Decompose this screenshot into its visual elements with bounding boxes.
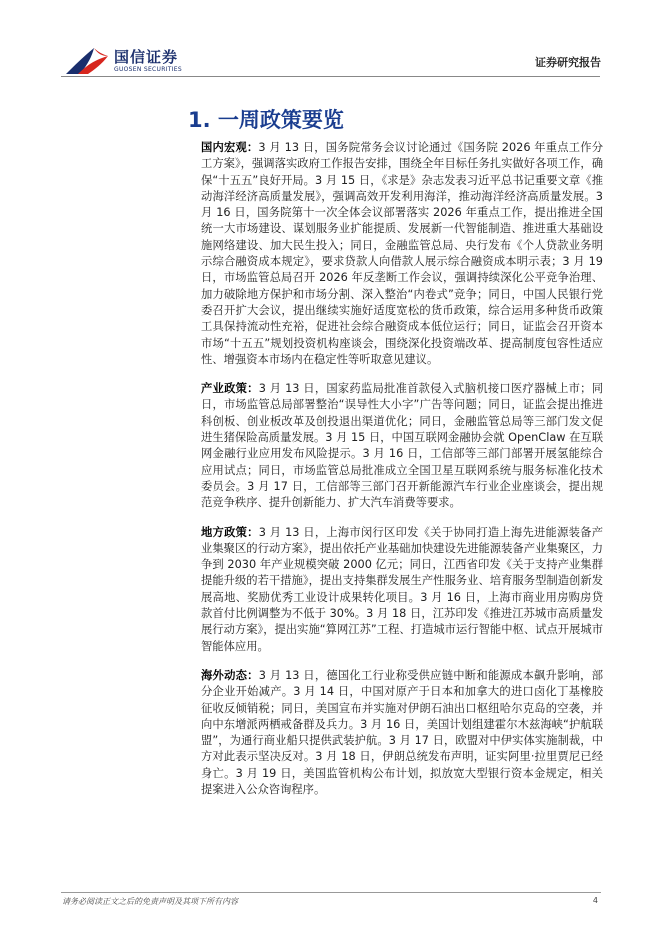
logo-english-name: GUOSEN SECURITIES	[114, 66, 183, 73]
paragraph-text: 3 月 13 日，德国化工行业称受供应链中断和能源成本飙升影响，部分企业开始减产。3 月 14 日，中国对原产于日本和加拿大的进口卤化丁基橡胶征收反倾销税；同日，美国宣布并实施对伊朗石油出口枢纽哈尔克岛的空袭，并向中东增派两栖戒备群及兵力。3 月 16 日，美国计划组建霍尔木兹海峡“护航联盟”，为通行商业船只提供武装护航。3 月 17 日，欧盟对中伊实体实施制裁，中方对此表示坚决反对。3 月 18 日，伊朗总统发布声明，证实阿里·拉里贾尼已经身亡。3 月 19 日，美国监管机构公布计划，拟放宽大型银行资本金规定，相关提案进入公众咨询程序。	[201, 668, 603, 796]
paragraph-text: 3 月 13 日，国务院常务会议讨论通过《国务院 2026 年重点工作分工方案》，强调落实政府工作报告安排，围绕全年目标任务扎实做好各项工作，确保“十五五”良好开局。3 月 15 日，《求是》杂志发表习近平总书记重要文章《推动海洋经济高质量发展》，强调高效开发利用海洋，推动海洋经济高质量发展。3 月 16 日，国务院第十一次全体会议部署落实 2026 年重点工作，提出推进全国统一大市场建设、谋划服务业扩能提质、发展新一代智能制造、推进重大基础设施网络建设、加大民生投入；同日，金融监管总局、央行发布《个人贷款业务明示综合融资成本规定》，要求贷款人向借款人展示综合融资成本明示表；3 月 19 日，市场监管总局召开 2026 年反垄断工作会议，强调持续深化公平竞争治理、加力破除地方保护和市场分割、深入整治“内卷式”竞争；同日，中国人民银行党委召开扩大会议，提出继续实施好适度宽松的货币政策，综合运用多种货币政策工具保持流动性充裕，促进社会综合融资成本低位运行；同日，证监会召开资本市场“十五五”规划投资机构座谈会，围绕深化投资端改革、提高制度包容性适应性、增强资本市场内在稳定性等听取意见建议。	[201, 141, 603, 366]
paragraph-local-policy	[201, 525, 603, 655]
paragraph-lead: 海外动态：	[201, 668, 259, 682]
footer-divider	[61, 892, 601, 893]
section-title: 1. 一周政策要览	[188, 108, 344, 132]
footer-disclaimer: 请务必阅读正文之后的免责声明及其项下所有内容	[62, 897, 238, 906]
paragraph-industry-policy	[201, 381, 603, 511]
page-header	[0, 0, 662, 80]
paragraph-text: 3 月 13 日，上海市闵行区印发《关于协同打造上海先进能源装备产业集聚区的行动方案》，提出依托产业基础加快建设先进能源装备产业集聚区，力争到 2030 年产业规模突破 2000 亿元；同日，江西省印发《关于支持产业集群提能升级的若干措施》，提出支持集群发展生产性服务业、培育服务型制造创新发展高地、奖励优秀工业设计成果转化项目。3 月 16 日，上海市商业用房购房贷款首付比例调整为不低于 30%。3 月 18 日，江苏印发《推进江苏城市高质量发展行动方案》，提出实施“算网江苏”工程、打造城市运行智能中枢、试点开展城市智能体应用。	[201, 525, 603, 653]
guosen-logo	[64, 44, 184, 80]
paragraph-lead: 产业政策：	[201, 382, 259, 396]
paragraph-domestic-macro	[201, 140, 603, 368]
paragraph-overseas	[201, 668, 603, 798]
paragraph-lead: 地方政策：	[201, 525, 259, 539]
guosen-logo-icon	[64, 44, 110, 78]
page-number: 4	[592, 896, 598, 905]
paragraph-text: 3 月 13 日，国家药监局批准首款侵入式脑机接口医疗器械上市；同日，市场监管总局部署整治“误导性大小字”广告等问题；同日，证监会提出推进科创板、创业板改革及创投退出渠道优化；同日，金融监管总局等三部门发文促进生猪保险高质量发展。3 月 15 日，中国互联网金融协会就 OpenClaw 在互联网金融行业应用发布风险提示。3 月 16 日，工信部等三部门部署开展氢能综合应用试点；同日，市场监管总局批准成立全国卫星互联网系统与服务标准化技术委员会。3 月 17 日，工信部等三部门召开新能源汽车行业企业座谈会，提出规范竞争秩序、提升创新能力、扩大汽车消费等要求。	[201, 382, 603, 510]
policy-summary-body	[201, 140, 603, 811]
header-divider	[61, 76, 600, 77]
logo-chinese-name: 国信证券	[114, 48, 179, 66]
report-type-label: 证券研究报告	[535, 56, 601, 69]
paragraph-lead: 国内宏观：	[201, 141, 259, 154]
